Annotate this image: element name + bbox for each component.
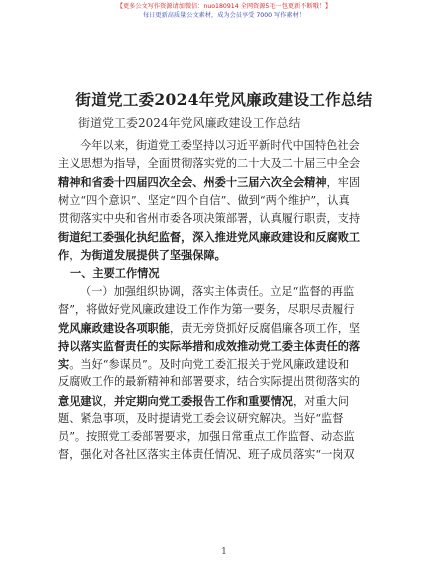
- text-run: ，: [69, 249, 81, 263]
- body-line: [58, 373, 390, 391]
- text-run: 精神和省委十四届四次全会、州委十三届六次全会精神: [58, 175, 327, 190]
- text-run: ，牢固: [326, 176, 361, 190]
- text-run: 督，强化对各社区落实主体责任情况、班子成员落实“一岗双: [58, 448, 355, 462]
- text-run: 一、主要工作情况: [70, 266, 160, 281]
- promo-banner-line-2: 每日更新高质量公文素材，成为会员享受 7000 写作素材！: [143, 12, 305, 19]
- body-line: [58, 192, 390, 210]
- body-line: [58, 155, 390, 173]
- body-line: [58, 283, 390, 301]
- body-line: [58, 446, 390, 464]
- text-run: ，责无旁贷抓好反腐倡廉各项工作，坚: [169, 321, 361, 335]
- text-run: 实: [58, 357, 70, 372]
- body-line: [58, 428, 390, 446]
- section-heading: [58, 264, 390, 282]
- body-line: [58, 246, 390, 264]
- body-line: [58, 410, 390, 428]
- body-line: [58, 137, 390, 155]
- body-line: [58, 173, 390, 191]
- promo-banner: [0, 2, 448, 20]
- text-run: 街道纪工委强化执纪监督，深入推进党风廉政建设和反腐败工: [58, 229, 361, 244]
- text-run: 主义思想为指导，全面贯彻落实党的二十大及二十届三中全会: [58, 157, 361, 171]
- text-run: 反腐败工作的最新精神和部署要求，结合实际提出贯彻落实的: [58, 375, 361, 389]
- body-line: [58, 392, 390, 410]
- text-run: ，: [102, 394, 114, 408]
- text-run: 为街道发展提供了坚强保障。: [80, 248, 226, 263]
- document-title: 街道党工委2024年党风廉政建设工作总结: [75, 90, 373, 109]
- page-number: 1: [221, 547, 227, 557]
- text-run: （一）加强组织协调，落实主体责任。立足“监督的再监: [80, 284, 355, 298]
- body-line: [58, 355, 390, 373]
- text-run: 作: [58, 248, 70, 263]
- body-line: [58, 337, 390, 355]
- text-run: 。当好“参谋员”。及时向党工委汇报关于党风廉政建设和: [69, 358, 350, 372]
- text-run: 树立“四个意识”、坚定“四个自信”、做到“两个维护”，认真: [58, 193, 350, 207]
- text-run: 并定期向党工委报告工作和重要情况: [113, 393, 293, 408]
- body-line: [58, 319, 390, 337]
- body-line: [58, 301, 390, 319]
- body-line: [58, 210, 390, 228]
- text-run: 今年以来，街道党工委坚持以习近平新时代中国特色社会: [80, 139, 360, 152]
- text-run: 贯彻落实中央和省州市委各项决策部署，认真履行职责，支持: [58, 211, 361, 225]
- text-run: ，对重大问: [292, 394, 349, 408]
- text-run: 党风廉政建设各项职能: [58, 320, 170, 335]
- text-run: 督”，将做好党风廉政建设工作作为第一要务，尽职尽责履行: [58, 302, 355, 316]
- document-body: [58, 137, 390, 464]
- text-run: 意见建议: [58, 393, 103, 408]
- text-run: 持以落实监督责任的实际举措和成效推动党工委主体责任的落: [58, 339, 361, 354]
- document-subtitle: 街道党工委2024年党风廉政建设工作总结: [78, 116, 301, 130]
- body-line: [58, 228, 390, 246]
- promo-banner-line-1: 【更多公文写作资源请加微信：nuo180914 全网资源5毛一包更新不断哦！】: [116, 3, 332, 10]
- text-run: 员”。按照党工委部署要求，加强日常重点工作监督、动态监: [58, 430, 355, 443]
- text-run: 题、紧急事项，及时提请党工委会议研究解决。当好“监督: [58, 411, 344, 425]
